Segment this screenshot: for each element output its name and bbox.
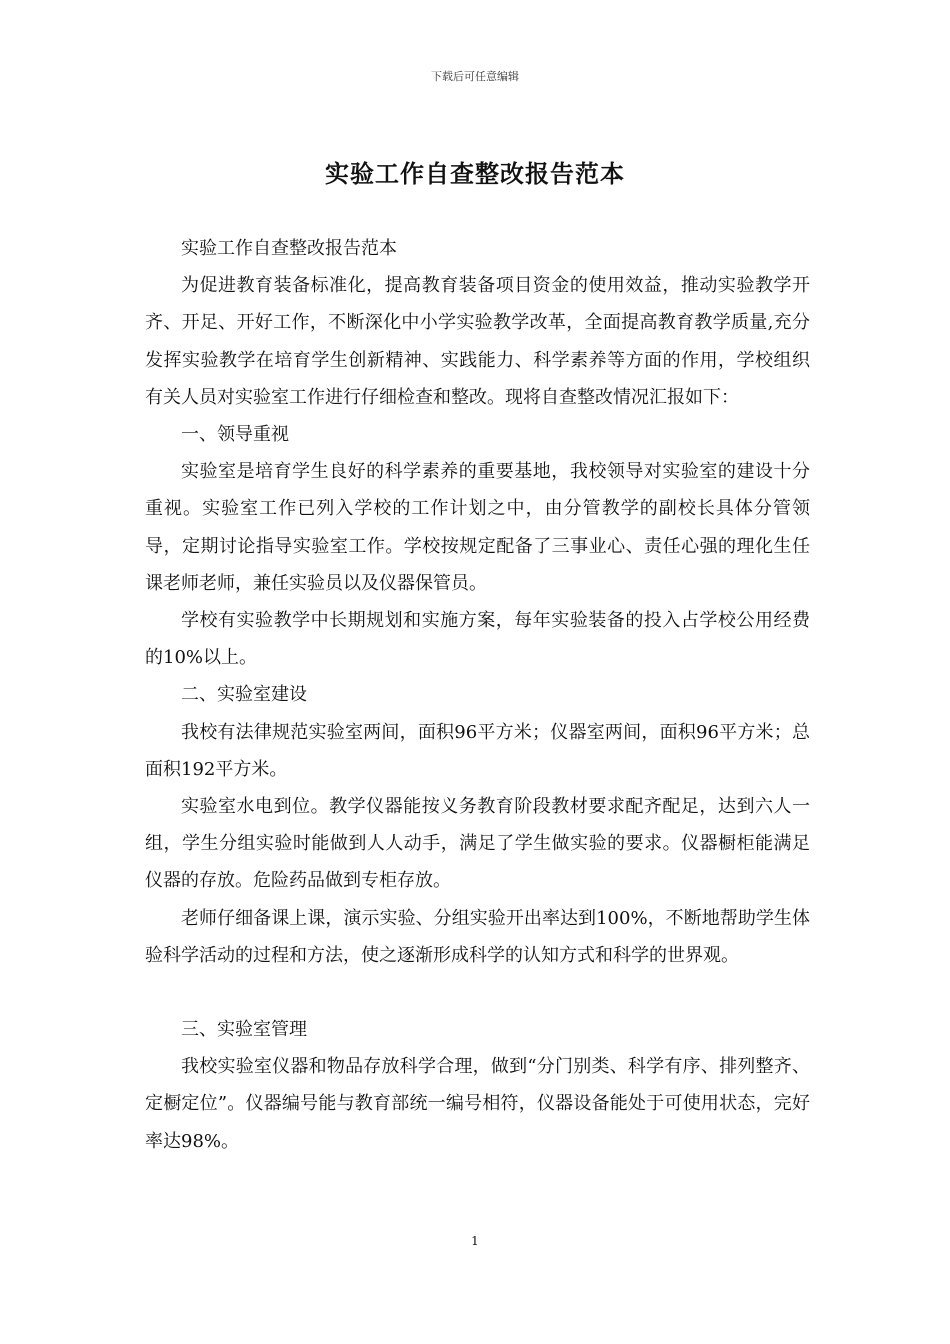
paragraph-lab-area: 我校有法律规范实验室两间，面积96平方米；仪器室两间，面积96平方米；总面积192平方米。 [145, 721, 810, 780]
paragraph-intro: 为促进教育装备标准化，提高教育装备项目资金的使用效益，推动实验教学开齐、开足、开好工作，不断深化中小学实验教学改革，全面提高教育教学质量,充分发挥实验教学在培育学生创新精神、实践能力、科学素养等方面的作用，学校组织有关人员对实验室工作进行仔细检查和整改。现将自查整改情况汇报如下： [145, 275, 810, 408]
paragraph-equipment: 实验室水电到位。教学仪器能按义务教育阶段教材要求配齐配足，达到六人一组，学生分组实验时能做到人人动手，满足了学生做实验的要求。仪器橱柜能满足仪器的存放。危险药品做到专柜存放。 [145, 796, 810, 892]
page-header-note: 下载后可任意编辑 [431, 70, 519, 83]
paragraph-teaching: 老师仔细备课上课，演示实验、分组实验开出率达到100%，不断地帮助学生体验科学活动的过程和方法，使之逐渐形成科学的认知方式和科学的世界观。 [145, 907, 810, 966]
paragraph-management: 我校实验室仪器和物品存放科学合理，做到“分门别类、科学有序、排列整齐、定橱定位”。仪器编号能与教育部统一编号相符，仪器设备能处于可使用状态，完好率达98%。 [145, 1056, 810, 1152]
section-heading-construction: 二、实验室建设 [181, 684, 307, 706]
document-title: 实验工作自查整改报告范本 [325, 159, 625, 188]
document-body [145, 230, 810, 1160]
paragraph-leadership: 实验室是培育学生良好的科学素养的重要基地，我校领导对实验室的建设十分重视。实验室工作已列入学校的工作计划之中，由分管教学的副校长具体分管领导，定期讨论指导实验室工作。学校按规定配备了三事业心、责任心强的理化生任课老师老师，兼任实验员以及仪器保管员。 [145, 461, 810, 594]
page-number: 1 [471, 1234, 479, 1248]
paragraph-planning: 学校有实验教学中长期规划和实施方案，每年实验装备的投入占学校公用经费的10%以上。 [145, 610, 810, 669]
section-heading-management: 三、实验室管理 [181, 1019, 307, 1041]
paragraph-subtitle: 实验工作自查整改报告范本 [181, 238, 397, 259]
section-heading-leadership: 一、领导重视 [181, 424, 289, 446]
